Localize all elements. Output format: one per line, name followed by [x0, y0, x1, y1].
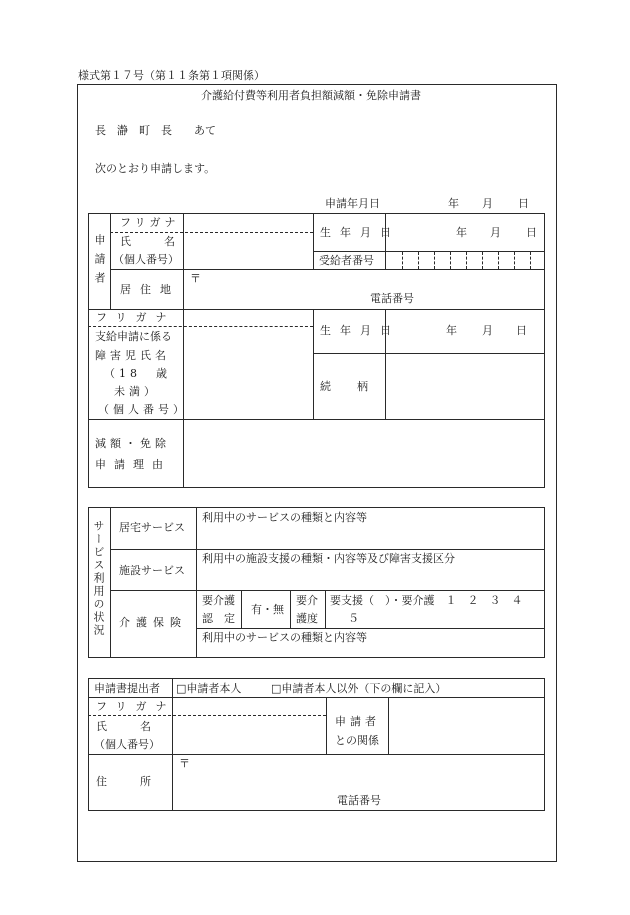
child-label-line-2: 障害児氏名 [95, 349, 170, 362]
care-cert-line-1: 要介護 [202, 594, 235, 607]
support-level-line-1[interactable]: 要支援（ ）・要介護 １ ２ ３ ４ [330, 594, 523, 607]
addressee: 長 瀞 町 長 あて [95, 124, 216, 137]
submitter-relation-line-2: との関係 [335, 734, 379, 747]
applicant-address-label: 居住地 [120, 283, 180, 296]
form-number: 様式第１７号（第１１条第１項関係） [78, 69, 265, 82]
support-level-line-2[interactable]: ５ [348, 612, 359, 625]
child-label-line-4: 未満） [114, 385, 159, 398]
applicant-id-label: （個人番号） [113, 253, 179, 266]
insurance-service-desc: 利用中のサービスの種類と内容等 [202, 631, 367, 644]
reason-label-line-2: 申請理由 [95, 458, 171, 471]
facility-service-desc: 利用中の施設支援の種類・内容等及び障害支援区分 [202, 552, 455, 565]
applicant-postal-mark: 〒 [190, 272, 201, 285]
applicant-birth-year[interactable]: 年 [456, 226, 467, 239]
care-cert-line-2: 認 定 [202, 612, 235, 625]
home-service-desc: 利用中のサービスの種類と内容等 [202, 511, 367, 524]
child-label-line-5: （個人番号） [98, 403, 188, 416]
submitter-option-self[interactable]: □申請者本人 [176, 682, 242, 695]
applicant-phone-label: 電話番号 [370, 292, 414, 305]
child-birth-day[interactable]: 日 [516, 324, 527, 337]
application-date-year[interactable]: 年 [448, 197, 459, 210]
facility-service-label: 施設サービス [119, 564, 185, 577]
child-label-line-3: （18 歳 [104, 367, 171, 380]
recipient-number-label: 受給者番号 [319, 254, 374, 267]
submitter-label: 申請書提出者 [94, 682, 160, 695]
applicant-birth-month[interactable]: 月 [490, 226, 501, 239]
form-title: 介護給付費等利用者負担額減額・免除申請書 [201, 89, 421, 102]
application-date-label: 申請年月日 [325, 197, 380, 210]
submitter-name-label: 氏 名 [96, 720, 151, 733]
applicant-birth-label: 生年月日 [320, 226, 400, 239]
care-level-line-2: 護度 [296, 612, 318, 625]
applicant-side-label: 申請者 [93, 234, 106, 291]
applicant-furigana-label: フリガナ [120, 216, 180, 229]
care-cert-yes-no[interactable]: 有・無 [251, 603, 284, 616]
insurance-label: 介護保険 [119, 616, 187, 629]
submitter-address-label: 住 所 [96, 775, 151, 788]
application-date-day[interactable]: 日 [518, 197, 529, 210]
submitter-furigana-label: フリガナ [96, 700, 176, 713]
child-birth-month[interactable]: 月 [482, 324, 493, 337]
submitter-relation-line-1: 申請者 [335, 715, 380, 728]
submitter-postal-mark: 〒 [179, 757, 190, 770]
child-birth-label: 生年月日 [320, 324, 400, 337]
reason-label-line-1: 減額・免除 [95, 437, 170, 450]
submitter-id-label: （個人番号） [94, 738, 160, 751]
application-date-month[interactable]: 月 [482, 197, 493, 210]
child-birth-year[interactable]: 年 [446, 324, 457, 337]
service-side-label: サービス利用の状況 [92, 520, 105, 637]
care-level-line-1: 要介 [296, 594, 318, 607]
child-label-line-1: 支給申請に係る [95, 330, 172, 343]
applicant-birth-day[interactable]: 日 [526, 226, 537, 239]
home-service-label: 居宅サービス [119, 521, 185, 534]
applicant-name-label: 氏 名 [120, 235, 175, 248]
intro-text: 次のとおり申請します。 [95, 162, 216, 175]
submitter-option-other[interactable]: □申請者本人以外（下の欄に記入） [271, 682, 447, 695]
child-furigana-label: フリガナ [96, 311, 176, 324]
child-relation-label: 続柄 [320, 380, 394, 393]
submitter-phone-label: 電話番号 [337, 794, 381, 807]
